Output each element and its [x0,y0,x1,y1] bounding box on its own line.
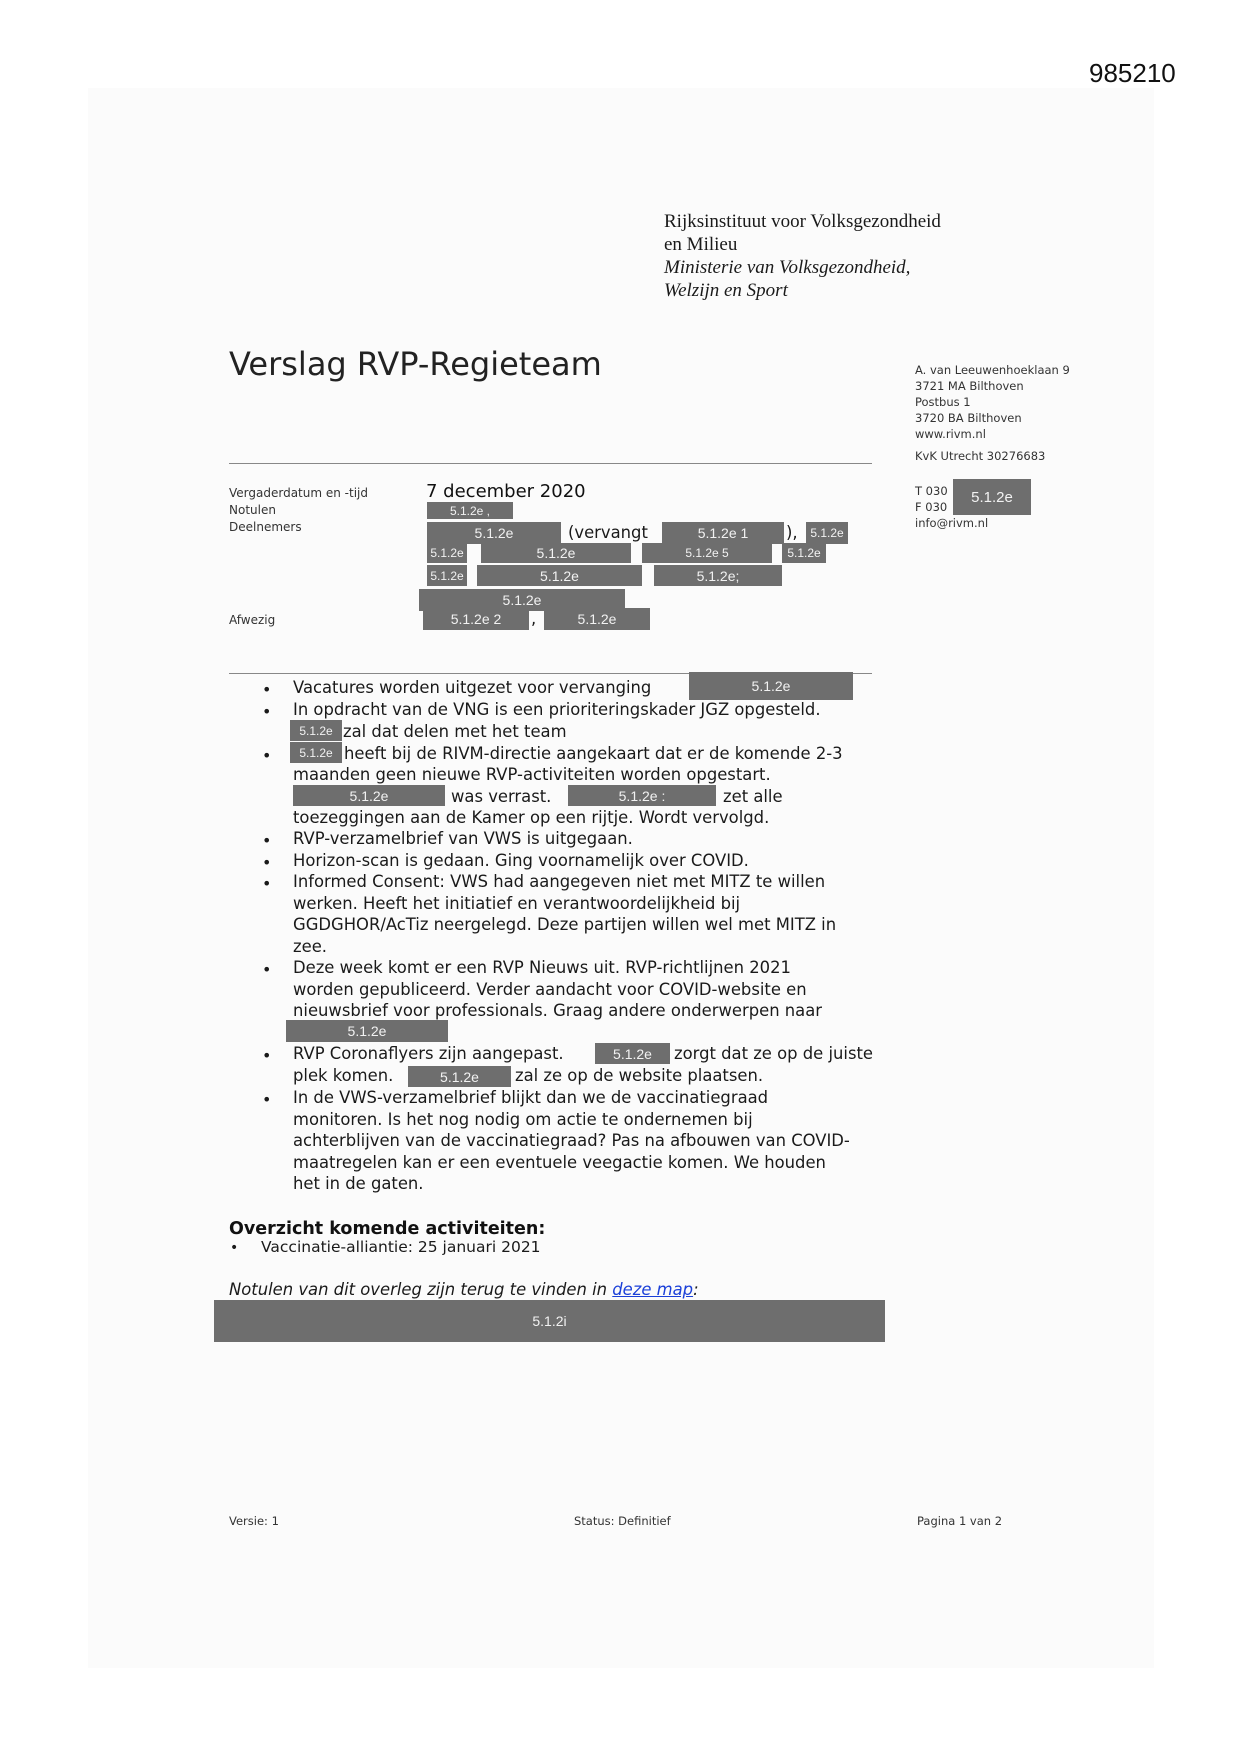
redaction-box: 5.1.2e [481,543,631,563]
section-heading: Overzicht komende activiteiten: [229,1219,546,1239]
redaction-box: 5.1.2i [214,1300,885,1342]
bullet-text: worden gepubliceerd. Verder aandacht voor COVID-website en [293,980,807,999]
bullet-text: Horizon-scan is gedaan. Ging voornamelijk over COVID. [293,851,749,870]
redaction-box: 5.1.2e 1 [662,522,784,544]
redaction-box: 5.1.2e [427,543,467,563]
activity-item: Vaccinatie-alliantie: 25 januari 2021 [261,1238,541,1256]
redaction-box: 5.1.2e [293,785,445,806]
bullet-dot: • [262,1090,272,1109]
redaction-box: 5.1.2e [544,608,650,630]
bullet-dot: • [262,1046,272,1065]
document-title: Verslag RVP-Regieteam [229,345,602,383]
bullet-text: zee. [293,937,327,956]
notulen-line [229,1280,699,1299]
redaction-box: 5.1.2e 2 [423,608,529,630]
address-city: 3721 MA Bilthoven [915,379,1024,393]
bullet-dot: • [262,960,272,979]
redaction-box: 5.1.2e [286,1020,448,1042]
bullet-text: In de VWS-verzamelbrief blijkt dan we de vaccinatiegraad [293,1088,769,1107]
redaction-box: 5.1.2e [477,565,642,586]
redaction-box: 5.1.2e : [568,785,716,806]
redaction-box: 5.1.2e , [427,502,513,519]
logo-line-1: Rijksinstituut voor Volksgezondheid [664,211,941,232]
meeting-date: 7 december 2020 [426,481,586,502]
bullet-text: Vacatures worden uitgezet voor vervanging [293,678,652,697]
bullet-dot: • [262,853,272,872]
document-number: 985210 [1089,58,1176,88]
bullet-text: plek komen. [293,1066,394,1085]
notulen-label: Notulen [229,503,276,517]
logo-line-2: en Milieu [664,234,738,255]
bullet-text: maanden geen nieuwe RVP-activiteiten worden opgestart. [293,765,771,784]
bullet-text: GGDGHOR/AcTiz neergelegd. Deze partijen willen wel met MITZ in [293,915,837,934]
date-label: Vergaderdatum en -tijd [229,486,368,500]
bullet-text: achterblijven van de vaccinatiegraad? Pas na afbouwen van COVID- [293,1131,850,1150]
vervangt-close: ), [786,523,798,542]
redaction-box: 5.1.2e [408,1066,511,1087]
bullet-dot: • [262,680,272,699]
redaction-box: 5.1.2e [290,742,342,763]
logo-line-4: Welzijn en Sport [664,280,788,301]
notulen-text: Notulen van dit overleg zijn terug te vinden in [229,1280,608,1299]
address-kvk: KvK Utrecht 30276683 [915,449,1046,463]
deelnemers-label: Deelnemers [229,520,302,534]
bullet-text: RVP-verzamelbrief van VWS is uitgegaan. [293,829,633,848]
address-street: A. van Leeuwenhoeklaan 9 [915,363,1070,377]
bullet-text: was verrast. [451,787,552,806]
bullet-text: zorgt dat ze op de juiste [674,1044,873,1063]
address-block [915,362,1070,464]
bullet-dot: • [262,831,272,850]
address-postbus: Postbus 1 [915,395,971,409]
redaction-box: 5.1.2e [782,543,826,563]
organization-logo [664,210,941,302]
redaction-box: 5.1.2e 5 [642,543,772,563]
footer-status: Status: Definitief [574,1514,671,1528]
redaction-box: 5.1.2e; [654,565,782,586]
redaction-box: 5.1.2e [290,720,342,741]
bullet-dot: • [262,702,272,721]
contact-fax: F 030 [915,500,948,514]
bullet-text: RVP Coronaflyers zijn aangepast. [293,1044,564,1063]
vervangt-text: (vervangt [568,523,648,542]
bullet-dot: • [230,1240,239,1256]
redaction-box: 5.1.2e [419,589,625,611]
map-link[interactable]: deze map [612,1280,694,1299]
bullet-text: zal ze op de website plaatsen. [515,1066,764,1085]
bullet-text: zal dat delen met het team [343,722,567,741]
redaction-box: 5.1.2e [595,1043,670,1064]
redaction-box: 5.1.2e [427,522,561,544]
bullet-text: In opdracht van de VNG is een prioriteringskader JGZ opgesteld. [293,700,821,719]
bullet-text: heeft bij de RIVM-directie aangekaart dat er de komende 2-3 [344,744,843,763]
logo-line-3: Ministerie van Volksgezondheid, [664,257,911,278]
bullet-text: nieuwsbrief voor professionals. Graag andere onderwerpen naar [293,1001,823,1020]
bullet-text: zet alle [723,787,783,806]
bullet-text: werken. Heeft het initiatief en verantwoordelijkheid bij [293,894,741,913]
bullet-text: Informed Consent: VWS had aangegeven niet met MITZ te willen [293,872,826,891]
bullet-text: maatregelen kan er een eventuele veegactie komen. We houden [293,1153,826,1172]
redaction-box: 5.1.2e [806,522,848,544]
notulen-colon: : [693,1280,699,1299]
redaction-box: 5.1.2e [427,565,467,586]
address-web: www.rivm.nl [915,427,986,441]
divider [229,463,872,464]
bullet-dot: • [262,874,272,893]
bullet-dot: • [262,746,272,765]
comma-separator: , [531,609,537,628]
redaction-box: 5.1.2e [689,672,853,700]
address-postcity: 3720 BA Bilthoven [915,411,1022,425]
contact-phone: T 030 [915,484,948,498]
bullet-text: Deze week komt er een RVP Nieuws uit. RVP-richtlijnen 2021 [293,958,791,977]
redaction-box: 5.1.2e [953,479,1031,515]
footer-page: Pagina 1 van 2 [917,1514,1003,1528]
afwezig-label: Afwezig [229,613,276,627]
bullet-text: het in de gaten. [293,1174,424,1193]
contact-email: info@rivm.nl [915,516,989,530]
bullet-text: monitoren. Is het nog nodig om actie te ondernemen bij [293,1110,753,1129]
bullet-text: toezeggingen aan de Kamer op een rijtje. Wordt vervolgd. [293,808,770,827]
footer-version: Versie: 1 [229,1514,279,1528]
